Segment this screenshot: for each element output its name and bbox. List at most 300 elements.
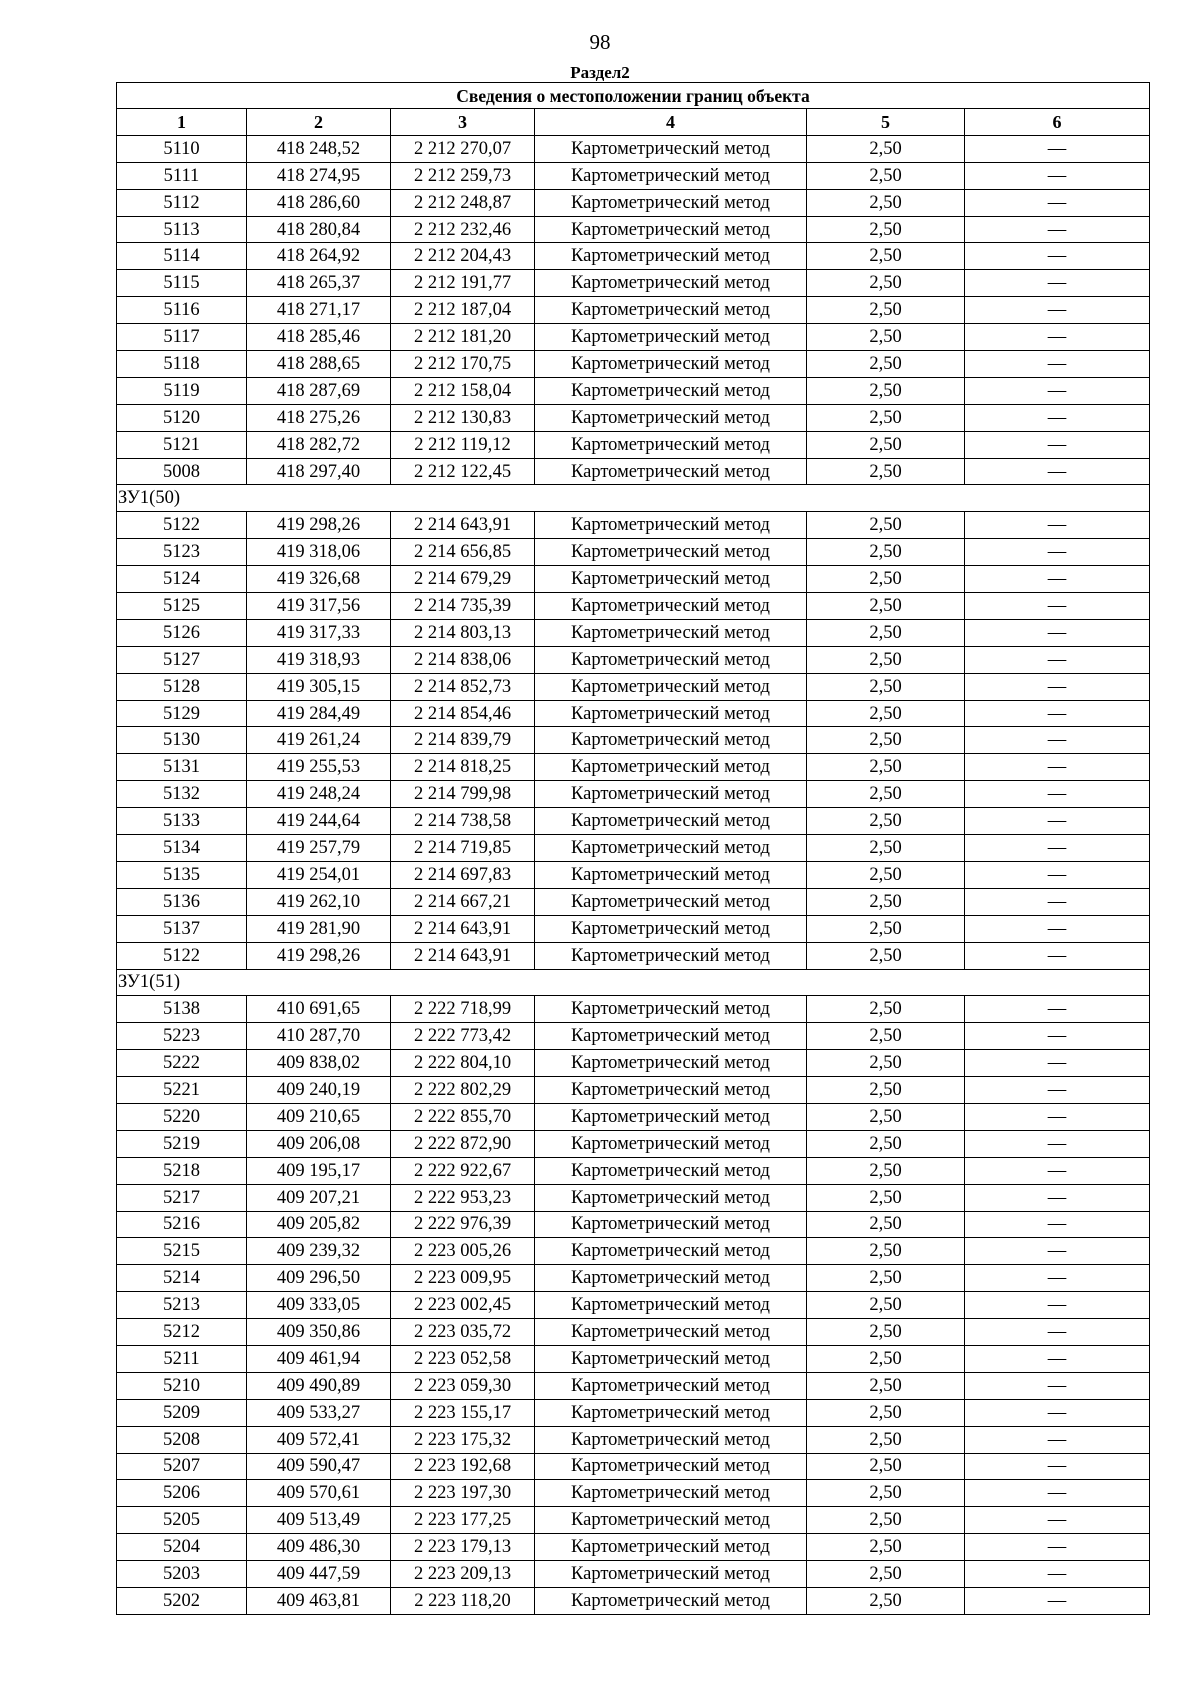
point-number-cell: 5133 bbox=[117, 808, 247, 835]
y-coordinate-cell: 2 212 170,75 bbox=[391, 351, 535, 378]
table-row bbox=[117, 324, 1150, 351]
x-coordinate-cell: 409 513,49 bbox=[247, 1507, 391, 1534]
description-cell: — bbox=[965, 512, 1150, 539]
accuracy-cell: 2,50 bbox=[807, 1426, 965, 1453]
accuracy-cell: 2,50 bbox=[807, 566, 965, 593]
accuracy-cell: 2,50 bbox=[807, 673, 965, 700]
x-coordinate-cell: 419 281,90 bbox=[247, 915, 391, 942]
y-coordinate-cell: 2 212 259,73 bbox=[391, 162, 535, 189]
method-cell: Картометрический метод bbox=[535, 539, 807, 566]
point-number-cell: 5111 bbox=[117, 162, 247, 189]
point-number-cell: 5221 bbox=[117, 1077, 247, 1104]
table-row bbox=[117, 673, 1150, 700]
table-row bbox=[117, 1130, 1150, 1157]
accuracy-cell: 2,50 bbox=[807, 754, 965, 781]
accuracy-cell: 2,50 bbox=[807, 781, 965, 808]
description-cell: — bbox=[965, 1184, 1150, 1211]
page-number: 98 bbox=[589, 30, 611, 54]
method-cell: Картометрический метод bbox=[535, 781, 807, 808]
description-cell: — bbox=[965, 888, 1150, 915]
table-row bbox=[117, 1265, 1150, 1292]
group-label: ЗУ1(50) bbox=[117, 485, 1150, 512]
table-row bbox=[117, 351, 1150, 378]
description-cell: — bbox=[965, 1023, 1150, 1050]
description-cell: — bbox=[965, 942, 1150, 969]
accuracy-cell: 2,50 bbox=[807, 1453, 965, 1480]
description-cell: — bbox=[965, 1077, 1150, 1104]
method-cell: Картометрический метод bbox=[535, 1292, 807, 1319]
accuracy-cell: 2,50 bbox=[807, 189, 965, 216]
accuracy-cell: 2,50 bbox=[807, 861, 965, 888]
y-coordinate-cell: 2 222 922,67 bbox=[391, 1157, 535, 1184]
y-coordinate-cell: 2 223 155,17 bbox=[391, 1399, 535, 1426]
table-row bbox=[117, 700, 1150, 727]
description-cell: — bbox=[965, 216, 1150, 243]
accuracy-cell: 2,50 bbox=[807, 377, 965, 404]
table-row bbox=[117, 1426, 1150, 1453]
y-coordinate-cell: 2 222 872,90 bbox=[391, 1130, 535, 1157]
x-coordinate-cell: 419 261,24 bbox=[247, 727, 391, 754]
point-number-cell: 5222 bbox=[117, 1050, 247, 1077]
table-title: Сведения о местоположении границ объекта bbox=[117, 83, 1150, 109]
description-cell: — bbox=[965, 1426, 1150, 1453]
x-coordinate-cell: 419 318,93 bbox=[247, 646, 391, 673]
column-header: 6 bbox=[965, 109, 1150, 136]
method-cell: Картометрический метод bbox=[535, 189, 807, 216]
y-coordinate-cell: 2 214 852,73 bbox=[391, 673, 535, 700]
table-row bbox=[117, 458, 1150, 485]
point-number-cell: 5205 bbox=[117, 1507, 247, 1534]
table-row bbox=[117, 1399, 1150, 1426]
point-number-cell: 5212 bbox=[117, 1319, 247, 1346]
y-coordinate-cell: 2 214 818,25 bbox=[391, 754, 535, 781]
group-header-row bbox=[117, 969, 1150, 996]
accuracy-cell: 2,50 bbox=[807, 135, 965, 162]
point-number-cell: 5126 bbox=[117, 619, 247, 646]
x-coordinate-cell: 409 570,61 bbox=[247, 1480, 391, 1507]
method-cell: Картометрический метод bbox=[535, 1077, 807, 1104]
group-header-row bbox=[117, 485, 1150, 512]
y-coordinate-cell: 2 214 738,58 bbox=[391, 808, 535, 835]
table-row bbox=[117, 861, 1150, 888]
point-number-cell: 5136 bbox=[117, 888, 247, 915]
method-cell: Картометрический метод bbox=[535, 835, 807, 862]
y-coordinate-cell: 2 222 976,39 bbox=[391, 1211, 535, 1238]
description-cell: — bbox=[965, 835, 1150, 862]
point-number-cell: 5110 bbox=[117, 135, 247, 162]
table-row bbox=[117, 1319, 1150, 1346]
accuracy-cell: 2,50 bbox=[807, 942, 965, 969]
description-cell: — bbox=[965, 1157, 1150, 1184]
point-number-cell: 5008 bbox=[117, 458, 247, 485]
table-row bbox=[117, 727, 1150, 754]
y-coordinate-cell: 2 222 773,42 bbox=[391, 1023, 535, 1050]
description-cell: — bbox=[965, 458, 1150, 485]
table-row bbox=[117, 162, 1150, 189]
description-cell: — bbox=[965, 915, 1150, 942]
accuracy-cell: 2,50 bbox=[807, 1238, 965, 1265]
description-cell: — bbox=[965, 297, 1150, 324]
point-number-cell: 5120 bbox=[117, 404, 247, 431]
y-coordinate-cell: 2 212 181,20 bbox=[391, 324, 535, 351]
method-cell: Картометрический метод bbox=[535, 619, 807, 646]
point-number-cell: 5218 bbox=[117, 1157, 247, 1184]
y-coordinate-cell: 2 223 005,26 bbox=[391, 1238, 535, 1265]
x-coordinate-cell: 409 490,89 bbox=[247, 1372, 391, 1399]
method-cell: Картометрический метод bbox=[535, 431, 807, 458]
method-cell: Картометрический метод bbox=[535, 727, 807, 754]
accuracy-cell: 2,50 bbox=[807, 1319, 965, 1346]
method-cell: Картометрический метод bbox=[535, 1587, 807, 1614]
point-number-cell: 5214 bbox=[117, 1265, 247, 1292]
y-coordinate-cell: 2 212 204,43 bbox=[391, 243, 535, 270]
x-coordinate-cell: 419 254,01 bbox=[247, 861, 391, 888]
table-row bbox=[117, 539, 1150, 566]
y-coordinate-cell: 2 223 059,30 bbox=[391, 1372, 535, 1399]
table-row bbox=[117, 835, 1150, 862]
table-row bbox=[117, 243, 1150, 270]
accuracy-cell: 2,50 bbox=[807, 619, 965, 646]
table-row bbox=[117, 942, 1150, 969]
x-coordinate-cell: 418 285,46 bbox=[247, 324, 391, 351]
method-cell: Картометрический метод bbox=[535, 1050, 807, 1077]
method-cell: Картометрический метод bbox=[535, 1453, 807, 1480]
accuracy-cell: 2,50 bbox=[807, 1345, 965, 1372]
table-row bbox=[117, 808, 1150, 835]
column-header: 3 bbox=[391, 109, 535, 136]
x-coordinate-cell: 419 318,06 bbox=[247, 539, 391, 566]
method-cell: Картометрический метод bbox=[535, 135, 807, 162]
y-coordinate-cell: 2 214 854,46 bbox=[391, 700, 535, 727]
y-coordinate-cell: 2 222 718,99 bbox=[391, 996, 535, 1023]
x-coordinate-cell: 409 207,21 bbox=[247, 1184, 391, 1211]
accuracy-cell: 2,50 bbox=[807, 1211, 965, 1238]
method-cell: Картометрический метод bbox=[535, 512, 807, 539]
table-row bbox=[117, 781, 1150, 808]
description-cell: — bbox=[965, 593, 1150, 620]
x-coordinate-cell: 409 486,30 bbox=[247, 1534, 391, 1561]
y-coordinate-cell: 2 212 158,04 bbox=[391, 377, 535, 404]
boundary-coordinates-table bbox=[116, 82, 1150, 1615]
y-coordinate-cell: 2 212 270,07 bbox=[391, 135, 535, 162]
point-number-cell: 5135 bbox=[117, 861, 247, 888]
x-coordinate-cell: 409 350,86 bbox=[247, 1319, 391, 1346]
point-number-cell: 5119 bbox=[117, 377, 247, 404]
table-row bbox=[117, 1292, 1150, 1319]
y-coordinate-cell: 2 212 130,83 bbox=[391, 404, 535, 431]
point-number-cell: 5213 bbox=[117, 1292, 247, 1319]
point-number-cell: 5208 bbox=[117, 1426, 247, 1453]
point-number-cell: 5215 bbox=[117, 1238, 247, 1265]
y-coordinate-cell: 2 222 802,29 bbox=[391, 1077, 535, 1104]
description-cell: — bbox=[965, 1507, 1150, 1534]
y-coordinate-cell: 2 223 035,72 bbox=[391, 1319, 535, 1346]
accuracy-cell: 2,50 bbox=[807, 512, 965, 539]
accuracy-cell: 2,50 bbox=[807, 1372, 965, 1399]
method-cell: Картометрический метод bbox=[535, 888, 807, 915]
method-cell: Картометрический метод bbox=[535, 458, 807, 485]
y-coordinate-cell: 2 214 643,91 bbox=[391, 512, 535, 539]
accuracy-cell: 2,50 bbox=[807, 835, 965, 862]
x-coordinate-cell: 409 590,47 bbox=[247, 1453, 391, 1480]
point-number-cell: 5129 bbox=[117, 700, 247, 727]
accuracy-cell: 2,50 bbox=[807, 1507, 965, 1534]
method-cell: Картометрический метод bbox=[535, 162, 807, 189]
point-number-cell: 5138 bbox=[117, 996, 247, 1023]
accuracy-cell: 2,50 bbox=[807, 1157, 965, 1184]
table-row bbox=[117, 1587, 1150, 1614]
description-cell: — bbox=[965, 566, 1150, 593]
table-row bbox=[117, 619, 1150, 646]
point-number-cell: 5220 bbox=[117, 1103, 247, 1130]
y-coordinate-cell: 2 223 175,32 bbox=[391, 1426, 535, 1453]
x-coordinate-cell: 418 265,37 bbox=[247, 270, 391, 297]
x-coordinate-cell: 409 572,41 bbox=[247, 1426, 391, 1453]
point-number-cell: 5116 bbox=[117, 297, 247, 324]
point-number-cell: 5127 bbox=[117, 646, 247, 673]
y-coordinate-cell: 2 223 209,13 bbox=[391, 1561, 535, 1588]
point-number-cell: 5210 bbox=[117, 1372, 247, 1399]
accuracy-cell: 2,50 bbox=[807, 996, 965, 1023]
description-cell: — bbox=[965, 1587, 1150, 1614]
accuracy-cell: 2,50 bbox=[807, 1130, 965, 1157]
method-cell: Картометрический метод bbox=[535, 1103, 807, 1130]
description-cell: — bbox=[965, 1372, 1150, 1399]
section-label: Раздел2 bbox=[570, 63, 630, 82]
point-number-cell: 5114 bbox=[117, 243, 247, 270]
point-number-cell: 5202 bbox=[117, 1587, 247, 1614]
point-number-cell: 5132 bbox=[117, 781, 247, 808]
y-coordinate-cell: 2 223 179,13 bbox=[391, 1534, 535, 1561]
method-cell: Картометрический метод bbox=[535, 1561, 807, 1588]
column-header: 4 bbox=[535, 109, 807, 136]
table-row bbox=[117, 1184, 1150, 1211]
accuracy-cell: 2,50 bbox=[807, 1265, 965, 1292]
method-cell: Картометрический метод bbox=[535, 324, 807, 351]
y-coordinate-cell: 2 214 719,85 bbox=[391, 835, 535, 862]
point-number-cell: 5117 bbox=[117, 324, 247, 351]
point-number-cell: 5124 bbox=[117, 566, 247, 593]
method-cell: Картометрический метод bbox=[535, 996, 807, 1023]
table-row bbox=[117, 431, 1150, 458]
table-row bbox=[117, 1050, 1150, 1077]
description-cell: — bbox=[965, 1265, 1150, 1292]
method-cell: Картометрический метод bbox=[535, 942, 807, 969]
y-coordinate-cell: 2 223 197,30 bbox=[391, 1480, 535, 1507]
x-coordinate-cell: 409 240,19 bbox=[247, 1077, 391, 1104]
x-coordinate-cell: 418 286,60 bbox=[247, 189, 391, 216]
table-row bbox=[117, 1157, 1150, 1184]
y-coordinate-cell: 2 222 804,10 bbox=[391, 1050, 535, 1077]
accuracy-cell: 2,50 bbox=[807, 324, 965, 351]
column-header-row bbox=[117, 109, 1150, 136]
description-cell: — bbox=[965, 404, 1150, 431]
method-cell: Картометрический метод bbox=[535, 1157, 807, 1184]
method-cell: Картометрический метод bbox=[535, 377, 807, 404]
x-coordinate-cell: 419 298,26 bbox=[247, 512, 391, 539]
description-cell: — bbox=[965, 1561, 1150, 1588]
description-cell: — bbox=[965, 619, 1150, 646]
x-coordinate-cell: 418 274,95 bbox=[247, 162, 391, 189]
accuracy-cell: 2,50 bbox=[807, 1184, 965, 1211]
accuracy-cell: 2,50 bbox=[807, 593, 965, 620]
accuracy-cell: 2,50 bbox=[807, 1077, 965, 1104]
y-coordinate-cell: 2 214 667,21 bbox=[391, 888, 535, 915]
point-number-cell: 5216 bbox=[117, 1211, 247, 1238]
y-coordinate-cell: 2 223 192,68 bbox=[391, 1453, 535, 1480]
description-cell: — bbox=[965, 189, 1150, 216]
point-number-cell: 5207 bbox=[117, 1453, 247, 1480]
method-cell: Картометрический метод bbox=[535, 404, 807, 431]
accuracy-cell: 2,50 bbox=[807, 1292, 965, 1319]
description-cell: — bbox=[965, 1345, 1150, 1372]
x-coordinate-cell: 419 284,49 bbox=[247, 700, 391, 727]
description-cell: — bbox=[965, 1399, 1150, 1426]
x-coordinate-cell: 409 447,59 bbox=[247, 1561, 391, 1588]
method-cell: Картометрический метод bbox=[535, 1372, 807, 1399]
table-row bbox=[117, 888, 1150, 915]
description-cell: — bbox=[965, 700, 1150, 727]
accuracy-cell: 2,50 bbox=[807, 1587, 965, 1614]
table-row bbox=[117, 1372, 1150, 1399]
y-coordinate-cell: 2 212 248,87 bbox=[391, 189, 535, 216]
description-cell: — bbox=[965, 377, 1150, 404]
y-coordinate-cell: 2 214 799,98 bbox=[391, 781, 535, 808]
description-cell: — bbox=[965, 1050, 1150, 1077]
method-cell: Картометрический метод bbox=[535, 1480, 807, 1507]
y-coordinate-cell: 2 223 009,95 bbox=[391, 1265, 535, 1292]
y-coordinate-cell: 2 223 118,20 bbox=[391, 1587, 535, 1614]
method-cell: Картометрический метод bbox=[535, 861, 807, 888]
table-row bbox=[117, 1453, 1150, 1480]
description-cell: — bbox=[965, 1453, 1150, 1480]
point-number-cell: 5134 bbox=[117, 835, 247, 862]
description-cell: — bbox=[965, 1211, 1150, 1238]
point-number-cell: 5122 bbox=[117, 942, 247, 969]
description-cell: — bbox=[965, 754, 1150, 781]
description-cell: — bbox=[965, 270, 1150, 297]
x-coordinate-cell: 419 298,26 bbox=[247, 942, 391, 969]
method-cell: Картометрический метод bbox=[535, 297, 807, 324]
method-cell: Картометрический метод bbox=[535, 243, 807, 270]
table-row bbox=[117, 216, 1150, 243]
method-cell: Картометрический метод bbox=[535, 593, 807, 620]
point-number-cell: 5121 bbox=[117, 431, 247, 458]
accuracy-cell: 2,50 bbox=[807, 888, 965, 915]
table-row bbox=[117, 915, 1150, 942]
y-coordinate-cell: 2 212 122,45 bbox=[391, 458, 535, 485]
method-cell: Картометрический метод bbox=[535, 270, 807, 297]
accuracy-cell: 2,50 bbox=[807, 458, 965, 485]
description-cell: — bbox=[965, 1319, 1150, 1346]
column-header: 1 bbox=[117, 109, 247, 136]
table-title-row bbox=[117, 83, 1150, 109]
table-row bbox=[117, 1345, 1150, 1372]
table-row bbox=[117, 1480, 1150, 1507]
point-number-cell: 5209 bbox=[117, 1399, 247, 1426]
method-cell: Картометрический метод bbox=[535, 700, 807, 727]
table-row bbox=[117, 297, 1150, 324]
table-row bbox=[117, 754, 1150, 781]
method-cell: Картометрический метод bbox=[535, 1130, 807, 1157]
point-number-cell: 5217 bbox=[117, 1184, 247, 1211]
x-coordinate-cell: 419 244,64 bbox=[247, 808, 391, 835]
table-row bbox=[117, 1103, 1150, 1130]
point-number-cell: 5211 bbox=[117, 1345, 247, 1372]
point-number-cell: 5122 bbox=[117, 512, 247, 539]
x-coordinate-cell: 409 206,08 bbox=[247, 1130, 391, 1157]
y-coordinate-cell: 2 214 839,79 bbox=[391, 727, 535, 754]
method-cell: Картометрический метод bbox=[535, 915, 807, 942]
method-cell: Картометрический метод bbox=[535, 1238, 807, 1265]
method-cell: Картометрический метод bbox=[535, 673, 807, 700]
x-coordinate-cell: 418 275,26 bbox=[247, 404, 391, 431]
point-number-cell: 5112 bbox=[117, 189, 247, 216]
x-coordinate-cell: 418 248,52 bbox=[247, 135, 391, 162]
description-cell: — bbox=[965, 1480, 1150, 1507]
table-row bbox=[117, 1507, 1150, 1534]
y-coordinate-cell: 2 223 177,25 bbox=[391, 1507, 535, 1534]
x-coordinate-cell: 409 463,81 bbox=[247, 1587, 391, 1614]
point-number-cell: 5204 bbox=[117, 1534, 247, 1561]
y-coordinate-cell: 2 222 855,70 bbox=[391, 1103, 535, 1130]
table-row bbox=[117, 404, 1150, 431]
method-cell: Картометрический метод bbox=[535, 646, 807, 673]
y-coordinate-cell: 2 223 002,45 bbox=[391, 1292, 535, 1319]
method-cell: Картометрический метод bbox=[535, 808, 807, 835]
x-coordinate-cell: 418 264,92 bbox=[247, 243, 391, 270]
table-row bbox=[117, 593, 1150, 620]
y-coordinate-cell: 2 214 735,39 bbox=[391, 593, 535, 620]
point-number-cell: 5123 bbox=[117, 539, 247, 566]
y-coordinate-cell: 2 212 119,12 bbox=[391, 431, 535, 458]
description-cell: — bbox=[965, 996, 1150, 1023]
x-coordinate-cell: 409 239,32 bbox=[247, 1238, 391, 1265]
table-row bbox=[117, 512, 1150, 539]
x-coordinate-cell: 409 533,27 bbox=[247, 1399, 391, 1426]
x-coordinate-cell: 419 248,24 bbox=[247, 781, 391, 808]
y-coordinate-cell: 2 212 232,46 bbox=[391, 216, 535, 243]
method-cell: Картометрический метод bbox=[535, 216, 807, 243]
point-number-cell: 5125 bbox=[117, 593, 247, 620]
accuracy-cell: 2,50 bbox=[807, 297, 965, 324]
x-coordinate-cell: 409 205,82 bbox=[247, 1211, 391, 1238]
method-cell: Картометрический метод bbox=[535, 1399, 807, 1426]
y-coordinate-cell: 2 214 643,91 bbox=[391, 915, 535, 942]
table-row bbox=[117, 135, 1150, 162]
x-coordinate-cell: 418 280,84 bbox=[247, 216, 391, 243]
accuracy-cell: 2,50 bbox=[807, 915, 965, 942]
description-cell: — bbox=[965, 781, 1150, 808]
method-cell: Картометрический метод bbox=[535, 1184, 807, 1211]
method-cell: Картометрический метод bbox=[535, 566, 807, 593]
point-number-cell: 5203 bbox=[117, 1561, 247, 1588]
x-coordinate-cell: 409 210,65 bbox=[247, 1103, 391, 1130]
y-coordinate-cell: 2 214 643,91 bbox=[391, 942, 535, 969]
table-row bbox=[117, 270, 1150, 297]
x-coordinate-cell: 409 333,05 bbox=[247, 1292, 391, 1319]
x-coordinate-cell: 409 296,50 bbox=[247, 1265, 391, 1292]
x-coordinate-cell: 409 195,17 bbox=[247, 1157, 391, 1184]
point-number-cell: 5219 bbox=[117, 1130, 247, 1157]
accuracy-cell: 2,50 bbox=[807, 808, 965, 835]
description-cell: — bbox=[965, 1238, 1150, 1265]
table-row bbox=[117, 1561, 1150, 1588]
table-row bbox=[117, 1534, 1150, 1561]
table-row bbox=[117, 1077, 1150, 1104]
x-coordinate-cell: 418 287,69 bbox=[247, 377, 391, 404]
accuracy-cell: 2,50 bbox=[807, 404, 965, 431]
